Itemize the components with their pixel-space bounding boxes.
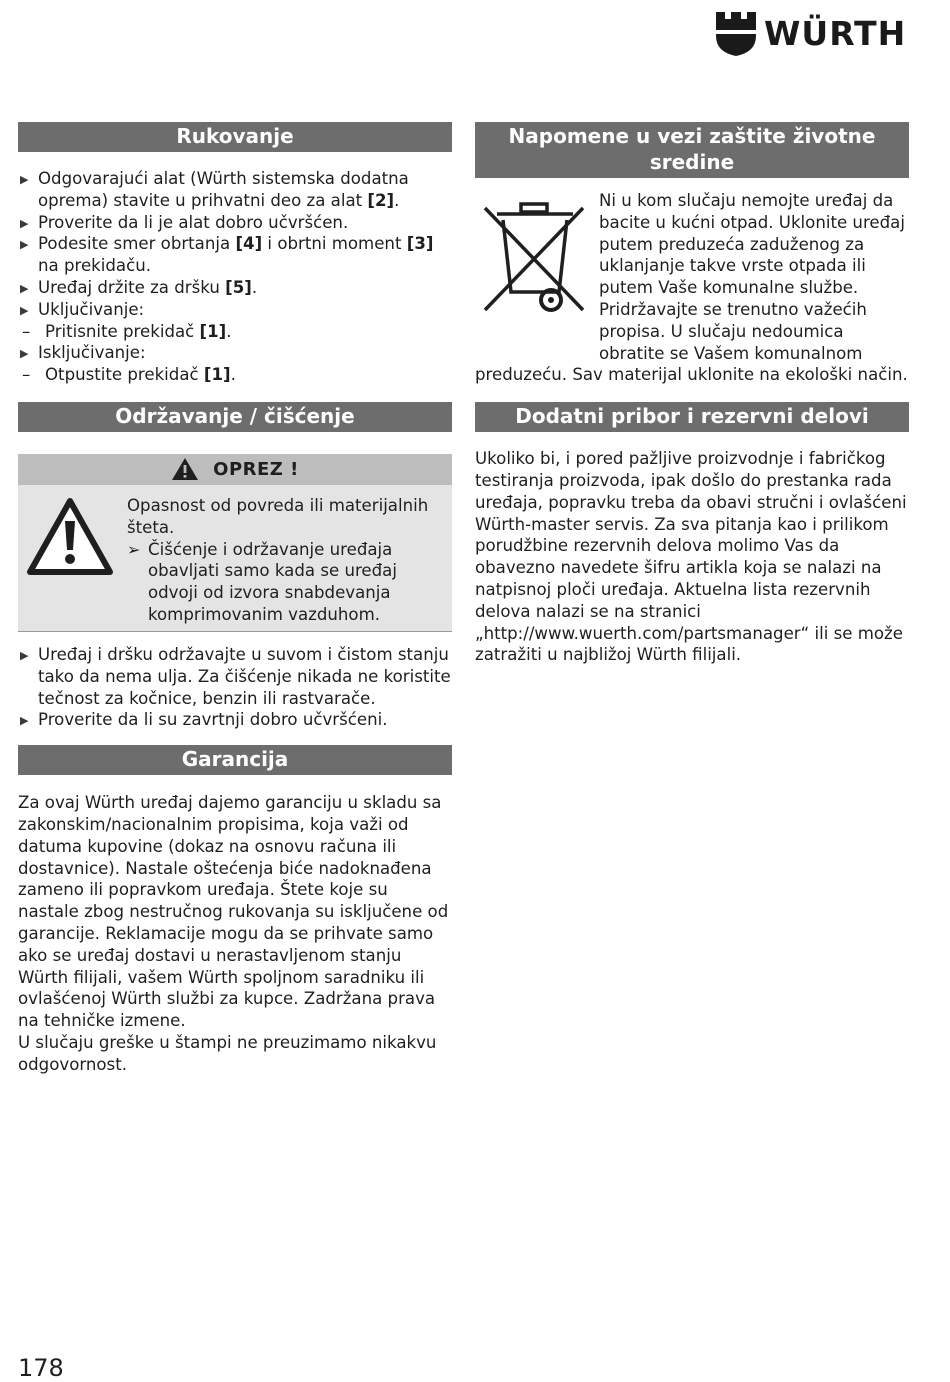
list-item: ▶ Uređaj držite za dršku [5]. [18,277,452,299]
warranty-paragraph: U slučaju greške u štampi ne preuzimamo nikakvu odgovornost. [18,1032,437,1074]
list-item: ▶ Proverite da li je alat dobro učvršćen. [18,212,452,234]
list-item: ▶ Isključivanje: [18,342,452,364]
brand-name: WÜRTH [764,14,907,53]
environment-text: Ni u kom slučaju nemojte uređaj da bacite u kućni otpad. Uklonite uređaj putem preduzeća zaduženog za uklanjanje takve vrste otpada ili putem Vaše komunalne službe. Pridržavajte se trenutno važećih propisa. U slučaju nedoumica obratite se Vašem komunalnom preduzeću. Sav materijal uklonite na ekološki način. [475,191,908,385]
left-column [18,122,452,1076]
warranty-text [18,792,452,1075]
warning-large-icon [26,497,114,577]
maintenance-list [18,644,452,731]
accessories-text: Ukoliko bi, i pored pažljive proizvodnje i fabričkog testiranja proizvoda, ipak došlo do prestanka rada uređaja, popravku treba da obavi stručni i ovlašćeni Würth-master servis. Za sva pitanja kao i prilikom porudžbine rezervnih delova molimo Vas da obavezno navedete šifru artikla koja se nalazi na natpisnoj ploči uređaja. Aktuelna lista rezervnih delova nalazi se na stranici „http://www.wuerth.com/partsmanager“ ili se može zatražiti u najbližoj Würth filijali. [475,449,907,665]
warning-text-block [127,495,447,626]
wurth-logo-icon [716,12,756,56]
warning-box [18,454,452,632]
handling-list [18,168,452,386]
warning-sub-item [127,539,447,626]
section-title-maintenance: Održavanje / čišćenje [18,402,452,432]
crossed-bin-icon [475,200,593,318]
warning-triangle-icon [171,457,199,481]
environment-block [475,190,909,386]
list-item: – Pritisnite prekidač [1]. [18,321,452,343]
list-item: ▶ Proverite da li su zavrtnji dobro učvršćeni. [18,709,452,731]
warning-text: Opasnost od povreda ili materijalnih šteta. [127,495,429,537]
warning-title: OPREZ ! [213,458,299,480]
section-title-handling: Rukovanje [18,122,452,152]
section-title-environment: Napomene u vezi zaštite životne sredine [475,122,909,178]
warning-sub-text: Čišćenje i održavanje uređaja obavljati samo kada se uređaj odvoji od izvora snabdevanja komprimovanim vazduhom. [148,539,397,624]
warning-body [18,485,452,631]
list-item: – Otpustite prekidač [1]. [18,364,452,386]
right-column [475,122,909,666]
list-item: ▶ Uključivanje: [18,299,452,321]
wurth-logo [716,12,912,56]
warning-header [18,454,452,485]
section-title-warranty: Garancija [18,745,452,775]
list-item: ▶ Uređaj i dršku održavajte u suvom i čistom stanju tako da nema ulja. Za čišćenje nikada ne koristite tečnost za kočnice, benzin ili rastvarače. [18,644,452,709]
warranty-paragraph: Za ovaj Würth uređaj dajemo garanciju u skladu sa zakonskim/nacionalnim propisima, koja važi od datuma kupovine (dokaz na osnovu računa ili dostavnice). Nastale oštećenja biće nadoknađena zameno ili popravkom uređaja. Štete koje su nastale zbog nestručnog rukovanja su isključene od garancije. Reklamacije mogu da se prihvate samo ako se uređaj dostavi u nerastavljenom stanju Würth filijali, vašem Würth spoljnom saradniku ili ovlašćenoj Würth službi za kupce. Zadržana prava na tehničke izmene. [18,793,449,1031]
section-title-accessories: Dodatni pribor i rezervni delovi [475,402,909,432]
list-item: ▶ Podesite smer obrtanja [4] i obrtni moment [3] na prekidaču. [18,233,452,277]
page-number: 178 [18,1354,64,1382]
sub-arrow-mark: ➢ [127,539,141,559]
list-item: ▶ Odgovarajući alat (Würth sistemska dodatna oprema) stavite u prihvatni deo za alat [2]. [18,168,452,212]
